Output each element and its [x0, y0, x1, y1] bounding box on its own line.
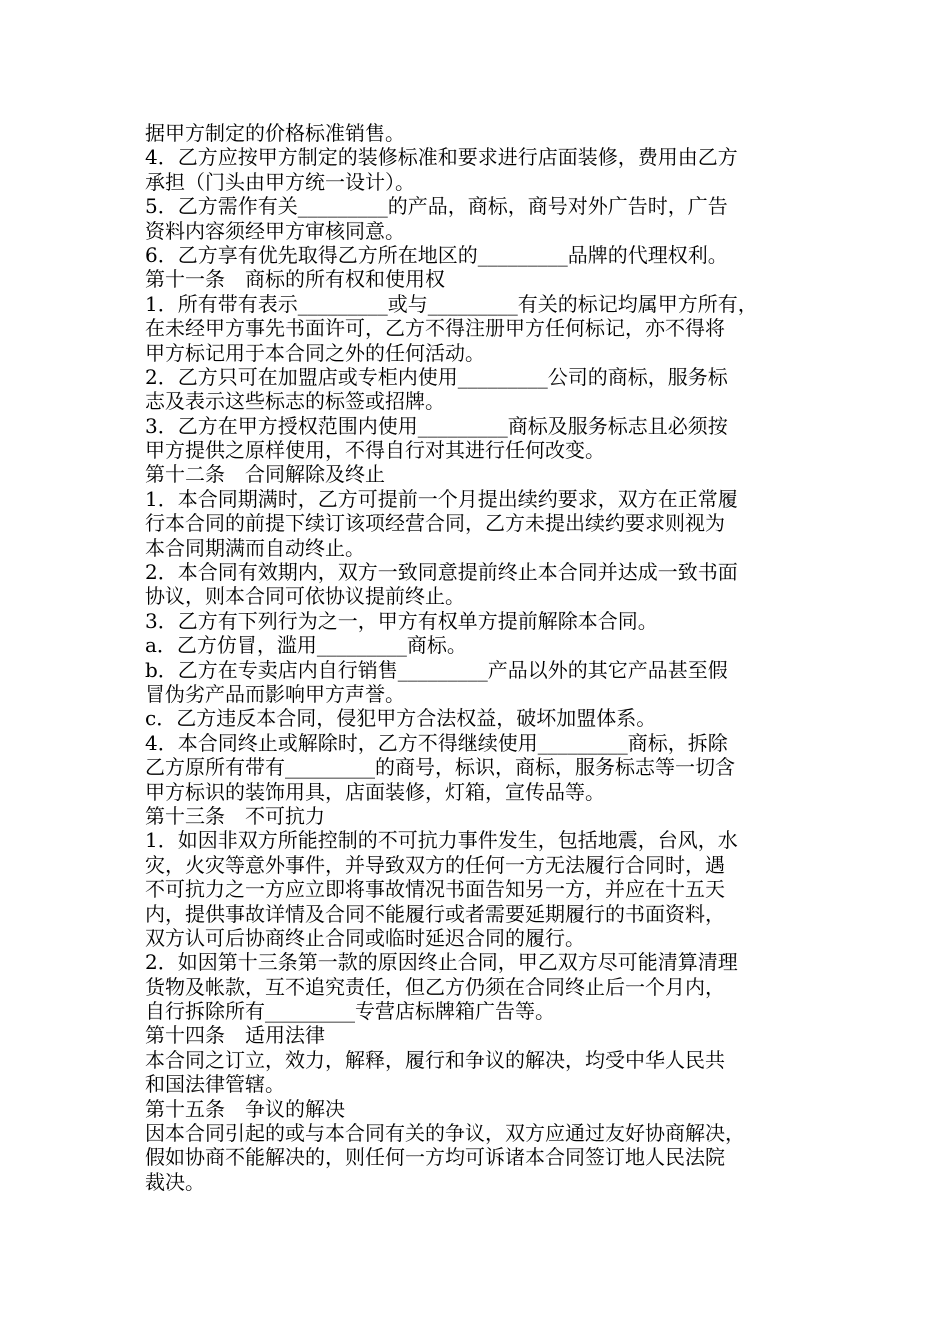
text-line: 承担（门头由甲方统一设计）。	[145, 169, 415, 194]
text-line: 乙方原所有带有_________的商号，标识，商标，服务标志等一切含	[145, 755, 735, 780]
text-line: 双方认可后协商终止合同或临时延迟合同的履行。	[145, 925, 585, 950]
text-line: c．乙方违反本合同，侵犯甲方合法权益，破坏加盟体系。	[145, 706, 657, 731]
section-heading-15: 第十五条 争议的解决	[145, 1096, 345, 1121]
text-line: 货物及帐款，互不追究责任，但乙方仍须在合同终止后一个月内，	[145, 974, 725, 999]
text-line: 甲方标识的装饰用具，店面装修，灯箱，宣传品等。	[145, 779, 605, 804]
text-line: 志及表示这些标志的标签或招牌。	[145, 389, 445, 414]
text-line: 2．乙方只可在加盟店或专柜内使用_________公司的商标，服务标	[145, 364, 728, 389]
text-line: 2．如因第十三条第一款的原因终止合同，甲乙双方尽可能清算清理	[145, 950, 738, 975]
text-line: 协议，则本合同可依协议提前终止。	[145, 584, 465, 609]
text-line: 5．乙方需作有关_________的产品，商标，商号对外广告时，广告	[145, 194, 728, 219]
text-line: 本合同期满而自动终止。	[145, 535, 365, 560]
text-line: 6．乙方享有优先取得乙方所在地区的_________品牌的代理权利。	[145, 242, 728, 267]
section-heading-14: 第十四条 适用法律	[145, 1023, 325, 1048]
text-line: 3．乙方有下列行为之一，甲方有权单方提前解除本合同。	[145, 608, 658, 633]
text-line: 本合同之订立，效力，解释，履行和争议的解决，均受中华人民共	[145, 1047, 725, 1072]
text-line: 甲方标记用于本合同之外的任何活动。	[145, 340, 485, 365]
text-line: 据甲方制定的价格标准销售。	[145, 121, 405, 145]
text-line: 3．乙方在甲方授权范围内使用_________商标及服务标志且必须按	[145, 413, 728, 438]
text-line: 因本合同引起的或与本合同有关的争议，双方应通过友好协商解决，	[145, 1121, 745, 1146]
text-line: 裁决。	[145, 1169, 205, 1194]
text-line: 1．如因非双方所能控制的不可抗力事件发生，包括地震，台风，水	[145, 828, 738, 853]
section-heading-13: 第十三条 不可抗力	[145, 803, 325, 828]
text-line: 行本合同的前提下续订该项经营合同，乙方未提出续约要求则视为	[145, 511, 725, 536]
text-line: 1．本合同期满时，乙方可提前一个月提出续约要求，双方在正常履	[145, 486, 738, 511]
section-heading-12: 第十二条 合同解除及终止	[145, 462, 385, 487]
text-line: 和国法律管辖。	[145, 1072, 285, 1097]
text-line: 1．所有带有表示_________或与_________有关的标记均属甲方所有，	[145, 291, 758, 316]
text-line: 假如协商不能解决的，则任何一方均可诉诸本合同签订地人民法院	[145, 1145, 725, 1170]
text-line: 灾，火灾等意外事件，并导致双方的任何一方无法履行合同时，遇	[145, 852, 725, 877]
text-line: 甲方提供之原样使用，不得自行对其进行任何改变。	[145, 438, 605, 463]
section-heading-11: 第十一条 商标的所有权和使用权	[145, 267, 445, 292]
text-line: b．乙方在专卖店内自行销售_________产品以外的其它产品甚至假	[145, 657, 728, 682]
text-line: 在未经甲方事先书面许可，乙方不得注册甲方任何标记，亦不得将	[145, 316, 725, 341]
text-line: 冒伪劣产品而影响甲方声誉。	[145, 681, 405, 706]
text-line: 2．本合同有效期内，双方一致同意提前终止本合同并达成一致书面	[145, 560, 738, 585]
text-line: 4．乙方应按甲方制定的装修标准和要求进行店面装修，费用由乙方	[145, 145, 738, 170]
text-line: 4．本合同终止或解除时，乙方不得继续使用_________商标，拆除	[145, 730, 728, 755]
text-line: 自行拆除所有_________专营店标牌箱广告等。	[145, 999, 555, 1024]
text-line: 资料内容须经甲方审核同意。	[145, 218, 405, 243]
document-body	[145, 121, 813, 1194]
text-line: 内，提供事故详情及合同不能履行或者需要延期履行的书面资料，	[145, 901, 725, 926]
text-line: 不可抗力之一方应立即将事故情况书面告知另一方，并应在十五天	[145, 877, 725, 902]
text-line: a．乙方仿冒，滥用_________商标。	[145, 633, 467, 658]
